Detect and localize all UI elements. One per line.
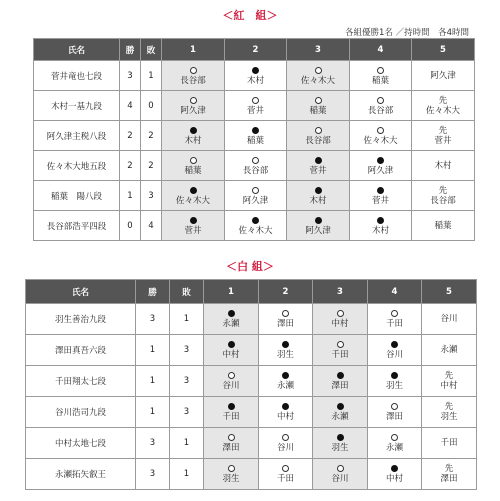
opponent-name: 佐々木大 bbox=[238, 225, 273, 236]
win-mark-icon bbox=[259, 433, 312, 443]
first-move-marker: 先 bbox=[444, 402, 454, 412]
loss-mark-icon bbox=[287, 156, 349, 166]
game-cell-round-3 bbox=[287, 151, 350, 181]
game-cell-round-1 bbox=[162, 181, 225, 211]
opponent-name: 千田 bbox=[440, 438, 458, 448]
win-mark-icon bbox=[204, 464, 258, 474]
game-cell-round-3 bbox=[313, 428, 368, 459]
game-cell-round-4 bbox=[368, 428, 422, 459]
opponent-name: 長谷部 bbox=[180, 75, 206, 86]
game-cell-round-2 bbox=[225, 121, 287, 151]
opponent-name: 長谷部 bbox=[305, 135, 331, 146]
opponent-name: 永瀬 bbox=[440, 345, 458, 355]
loss-mark-icon bbox=[287, 186, 349, 196]
losses-count: 4 bbox=[141, 211, 162, 241]
game-cell-round-5 bbox=[422, 366, 477, 397]
game-cell-round-2 bbox=[225, 151, 287, 181]
game-cell-round-3 bbox=[287, 211, 350, 241]
win-mark-icon bbox=[259, 309, 312, 319]
table-row bbox=[34, 151, 475, 181]
win-mark-icon bbox=[350, 126, 411, 136]
game-cell-round-3 bbox=[287, 61, 350, 91]
loss-mark-icon bbox=[204, 309, 258, 319]
game-cell-round-3 bbox=[313, 366, 368, 397]
player-name: 佐々木大地五段 bbox=[34, 151, 120, 181]
game-cell-round-1 bbox=[204, 459, 259, 490]
opponent-name: 中村 bbox=[222, 350, 240, 360]
opponent-name: 永瀬 bbox=[385, 443, 403, 453]
game-cell-round-5 bbox=[422, 304, 477, 335]
opponent-name: 羽生 bbox=[222, 474, 240, 484]
opponent-name: 菅井 bbox=[309, 165, 327, 176]
win-mark-icon bbox=[368, 402, 421, 412]
loss-mark-icon bbox=[368, 340, 421, 350]
opponent-name: 長谷部 bbox=[430, 195, 456, 206]
opponent-name: 羽生 bbox=[331, 443, 349, 453]
white-group-title: ＜白 組＞ bbox=[226, 260, 274, 273]
loss-mark-icon bbox=[350, 186, 411, 196]
opponent-name: 谷川 bbox=[331, 474, 349, 484]
table-row bbox=[34, 181, 475, 211]
red-group-table bbox=[33, 38, 475, 241]
win-mark-icon bbox=[225, 186, 286, 196]
game-cell-round-4 bbox=[368, 304, 422, 335]
white-header-round-4: 4 bbox=[368, 280, 422, 304]
losses-count: 2 bbox=[141, 151, 162, 181]
game-cell-round-4 bbox=[368, 366, 422, 397]
game-cell-round-2 bbox=[259, 428, 313, 459]
opponent-name: 永瀬 bbox=[222, 319, 240, 329]
opponent-name: 佐々木大 bbox=[425, 105, 460, 116]
game-cell-round-5 bbox=[412, 61, 475, 91]
win-mark-icon bbox=[225, 156, 286, 166]
opponent-name: 阿久津 bbox=[242, 195, 269, 206]
opponent-name: 中村 bbox=[385, 474, 403, 484]
wins-count: 4 bbox=[120, 91, 141, 121]
loss-mark-icon bbox=[225, 126, 286, 136]
white-header-wins: 勝 bbox=[136, 280, 170, 304]
win-mark-icon bbox=[313, 340, 367, 350]
game-cell-round-5 bbox=[412, 91, 475, 121]
opponent-name: 中村 bbox=[276, 412, 294, 422]
opponent-name: 谷川 bbox=[385, 350, 403, 360]
game-cell-round-1 bbox=[204, 428, 259, 459]
opponent-name: 木村 bbox=[184, 135, 202, 146]
opponent-name: 谷川 bbox=[440, 314, 458, 324]
opponent-name: 長谷部 bbox=[367, 105, 394, 116]
white-header-round-3: 3 bbox=[313, 280, 368, 304]
game-cell-round-4 bbox=[368, 459, 422, 490]
table-row bbox=[26, 304, 477, 335]
white-header-round-2: 2 bbox=[259, 280, 313, 304]
game-cell-round-1 bbox=[162, 211, 225, 241]
white-header-name: 氏名 bbox=[26, 280, 136, 304]
loss-mark-icon bbox=[162, 126, 224, 136]
opponent-name: 澤田 bbox=[385, 412, 403, 422]
game-cell-round-4 bbox=[350, 181, 412, 211]
opponent-name: 菅井 bbox=[246, 105, 264, 116]
win-mark-icon bbox=[287, 126, 349, 136]
game-cell-round-2 bbox=[225, 61, 287, 91]
game-cell-round-4 bbox=[368, 397, 422, 428]
game-cell-round-4 bbox=[350, 151, 412, 181]
wins-count: 3 bbox=[136, 428, 170, 459]
game-cell-round-2 bbox=[259, 304, 313, 335]
wins-count: 3 bbox=[120, 61, 141, 91]
opponent-name: 木村 bbox=[246, 75, 264, 86]
opponent-name: 阿久津 bbox=[367, 165, 394, 176]
win-mark-icon bbox=[162, 96, 224, 106]
opponent-name: 木村 bbox=[434, 160, 452, 171]
game-cell-round-4 bbox=[350, 211, 412, 241]
first-move-marker: 先 bbox=[444, 371, 454, 381]
player-name: 中村太地七段 bbox=[26, 428, 136, 459]
opponent-name: 中村 bbox=[440, 381, 458, 391]
white-group-table bbox=[25, 279, 477, 490]
game-cell-round-3 bbox=[287, 181, 350, 211]
player-name: 谷川浩司九段 bbox=[26, 397, 136, 428]
table-row bbox=[34, 61, 475, 91]
game-cell-round-2 bbox=[225, 181, 287, 211]
opponent-name: 澤田 bbox=[440, 474, 458, 484]
game-cell-round-3 bbox=[313, 397, 368, 428]
loss-mark-icon bbox=[162, 186, 224, 196]
loss-mark-icon bbox=[225, 216, 286, 226]
loss-mark-icon bbox=[368, 464, 421, 474]
game-cell-round-5 bbox=[422, 335, 477, 366]
opponent-name: 長谷部 bbox=[242, 165, 269, 176]
game-cell-round-1 bbox=[162, 121, 225, 151]
opponent-name: 羽生 bbox=[440, 412, 458, 422]
red-header-losses: 敗 bbox=[141, 39, 162, 61]
game-cell-round-5 bbox=[422, 397, 477, 428]
game-cell-round-1 bbox=[204, 397, 259, 428]
win-mark-icon bbox=[162, 66, 224, 76]
wins-count: 0 bbox=[120, 211, 141, 241]
loss-mark-icon bbox=[350, 216, 411, 226]
opponent-name: 稲葉 bbox=[434, 220, 452, 231]
game-cell-round-4 bbox=[350, 61, 412, 91]
wins-count: 2 bbox=[120, 121, 141, 151]
win-mark-icon bbox=[350, 66, 411, 76]
opponent-name: 千田 bbox=[222, 412, 240, 422]
opponent-name: 佐々木大 bbox=[175, 195, 210, 206]
loss-mark-icon bbox=[204, 402, 258, 412]
game-cell-round-5 bbox=[412, 121, 475, 151]
opponent-name: 羽生 bbox=[385, 381, 403, 391]
losses-count: 1 bbox=[170, 428, 204, 459]
tournament-note: 各組優勝1名 ／持時間 各4時間 bbox=[344, 28, 469, 38]
opponent-name: 千田 bbox=[276, 474, 294, 484]
win-mark-icon bbox=[204, 433, 258, 443]
opponent-name: 羽生 bbox=[276, 350, 294, 360]
player-name: 永瀬拓矢叡王 bbox=[26, 459, 136, 490]
losses-count: 1 bbox=[141, 61, 162, 91]
red-group-title: ＜紅 組＞ bbox=[222, 9, 278, 22]
first-move-marker: 先 bbox=[438, 125, 448, 136]
table-row bbox=[26, 397, 477, 428]
opponent-name: 佐々木大 bbox=[300, 75, 335, 86]
opponent-name: 阿久津 bbox=[180, 105, 206, 116]
opponent-name: 稲葉 bbox=[184, 165, 202, 176]
table-row bbox=[26, 459, 477, 490]
win-mark-icon bbox=[368, 309, 421, 319]
game-cell-round-3 bbox=[287, 121, 350, 151]
win-mark-icon bbox=[162, 156, 224, 166]
opponent-name: 佐々木大 bbox=[363, 135, 398, 146]
opponent-name: 阿久津 bbox=[430, 70, 456, 81]
opponent-name: 澤田 bbox=[276, 319, 294, 329]
table-row bbox=[34, 91, 475, 121]
player-name: 木村一基九段 bbox=[34, 91, 120, 121]
red-header-name: 氏名 bbox=[34, 39, 120, 61]
first-move-marker: 先 bbox=[444, 464, 454, 474]
win-mark-icon bbox=[313, 309, 367, 319]
white-header-round-5: 5 bbox=[422, 280, 477, 304]
game-cell-round-5 bbox=[412, 211, 475, 241]
player-name: 阿久津主税八段 bbox=[34, 121, 120, 151]
losses-count: 3 bbox=[141, 181, 162, 211]
game-cell-round-1 bbox=[204, 366, 259, 397]
opponent-name: 谷川 bbox=[222, 381, 240, 391]
game-cell-round-2 bbox=[259, 397, 313, 428]
game-cell-round-1 bbox=[204, 335, 259, 366]
loss-mark-icon bbox=[350, 156, 411, 166]
opponent-name: 木村 bbox=[309, 195, 327, 206]
red-header-round-4: 4 bbox=[350, 39, 412, 61]
win-mark-icon bbox=[259, 464, 312, 474]
win-mark-icon bbox=[350, 96, 411, 106]
player-name: 千田翔太七段 bbox=[26, 366, 136, 397]
table-row bbox=[26, 428, 477, 459]
game-cell-round-2 bbox=[259, 366, 313, 397]
loss-mark-icon bbox=[313, 371, 367, 381]
game-cell-round-1 bbox=[204, 304, 259, 335]
win-mark-icon bbox=[287, 96, 349, 106]
opponent-name: 澤田 bbox=[222, 443, 240, 453]
wins-count: 3 bbox=[136, 459, 170, 490]
game-cell-round-3 bbox=[313, 304, 368, 335]
loss-mark-icon bbox=[204, 340, 258, 350]
opponent-name: 菅井 bbox=[371, 195, 389, 206]
win-mark-icon bbox=[313, 464, 367, 474]
player-name: 長谷部浩平四段 bbox=[34, 211, 120, 241]
loss-mark-icon bbox=[368, 371, 421, 381]
table-row bbox=[26, 366, 477, 397]
win-mark-icon bbox=[368, 433, 421, 443]
loss-mark-icon bbox=[162, 216, 224, 226]
player-name: 稲葉 陽八段 bbox=[34, 181, 120, 211]
game-cell-round-5 bbox=[422, 428, 477, 459]
game-cell-round-5 bbox=[412, 151, 475, 181]
game-cell-round-5 bbox=[422, 459, 477, 490]
game-cell-round-2 bbox=[259, 459, 313, 490]
losses-count: 0 bbox=[141, 91, 162, 121]
red-header-round-1: 1 bbox=[162, 39, 225, 61]
loss-mark-icon bbox=[259, 340, 312, 350]
win-mark-icon bbox=[225, 96, 286, 106]
opponent-name: 菅井 bbox=[434, 135, 452, 146]
opponent-name: 千田 bbox=[331, 350, 349, 360]
game-cell-round-4 bbox=[368, 335, 422, 366]
white-header-round-1: 1 bbox=[204, 280, 259, 304]
game-cell-round-4 bbox=[350, 121, 412, 151]
game-cell-round-2 bbox=[225, 211, 287, 241]
wins-count: 1 bbox=[120, 181, 141, 211]
win-mark-icon bbox=[287, 66, 349, 76]
game-cell-round-3 bbox=[313, 459, 368, 490]
wins-count: 1 bbox=[136, 335, 170, 366]
game-cell-round-1 bbox=[162, 91, 225, 121]
red-header-round-2: 2 bbox=[225, 39, 287, 61]
game-cell-round-2 bbox=[225, 91, 287, 121]
opponent-name: 谷川 bbox=[276, 443, 294, 453]
game-cell-round-3 bbox=[287, 91, 350, 121]
losses-count: 1 bbox=[170, 459, 204, 490]
player-name: 菅井竜也七段 bbox=[34, 61, 120, 91]
game-cell-round-1 bbox=[162, 151, 225, 181]
loss-mark-icon bbox=[287, 216, 349, 226]
loss-mark-icon bbox=[313, 433, 367, 443]
player-name: 澤田真吾六段 bbox=[26, 335, 136, 366]
table-row bbox=[26, 335, 477, 366]
opponent-name: 稲葉 bbox=[246, 135, 264, 146]
table-row bbox=[34, 211, 475, 241]
opponent-name: 木村 bbox=[371, 225, 389, 236]
win-mark-icon bbox=[204, 371, 258, 381]
first-move-marker: 先 bbox=[438, 185, 448, 196]
loss-mark-icon bbox=[225, 66, 286, 76]
losses-count: 3 bbox=[170, 366, 204, 397]
game-cell-round-3 bbox=[313, 335, 368, 366]
opponent-name: 永瀬 bbox=[331, 412, 349, 422]
game-cell-round-4 bbox=[350, 91, 412, 121]
opponent-name: 菅井 bbox=[184, 225, 202, 236]
losses-count: 3 bbox=[170, 397, 204, 428]
wins-count: 1 bbox=[136, 366, 170, 397]
opponent-name: 中村 bbox=[331, 319, 349, 329]
opponent-name: 澤田 bbox=[331, 381, 349, 391]
losses-count: 3 bbox=[170, 335, 204, 366]
opponent-name: 稲葉 bbox=[371, 75, 389, 86]
opponent-name: 永瀬 bbox=[276, 381, 294, 391]
wins-count: 2 bbox=[120, 151, 141, 181]
game-cell-round-2 bbox=[259, 335, 313, 366]
loss-mark-icon bbox=[259, 402, 312, 412]
opponent-name: 稲葉 bbox=[309, 105, 327, 116]
losses-count: 2 bbox=[141, 121, 162, 151]
player-name: 羽生善治九段 bbox=[26, 304, 136, 335]
opponent-name: 千田 bbox=[385, 319, 403, 329]
opponent-name: 阿久津 bbox=[305, 225, 331, 236]
losses-count: 1 bbox=[170, 304, 204, 335]
game-cell-round-5 bbox=[412, 181, 475, 211]
loss-mark-icon bbox=[259, 371, 312, 381]
wins-count: 3 bbox=[136, 304, 170, 335]
red-header-round-5: 5 bbox=[412, 39, 475, 61]
red-header-round-3: 3 bbox=[287, 39, 350, 61]
white-header-losses: 敗 bbox=[170, 280, 204, 304]
wins-count: 1 bbox=[136, 397, 170, 428]
table-row bbox=[34, 121, 475, 151]
game-cell-round-1 bbox=[162, 61, 225, 91]
red-header-wins: 勝 bbox=[120, 39, 141, 61]
loss-mark-icon bbox=[313, 402, 367, 412]
first-move-marker: 先 bbox=[438, 95, 448, 106]
